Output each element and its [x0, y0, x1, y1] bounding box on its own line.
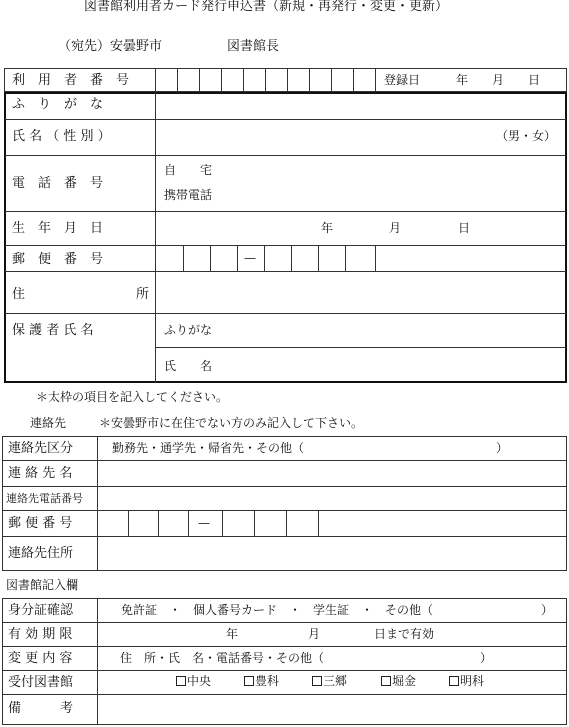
guardian-name-label: 氏 名	[164, 359, 213, 373]
address-label-start: 住	[12, 287, 26, 302]
guardian-label: 保 護 者 氏 名	[12, 323, 94, 338]
contact-category-options[interactable]: 勤務先・通学先・帰省先・その他（ ）	[112, 441, 509, 455]
addressee-prefix: （宛先）安曇野市	[58, 39, 163, 54]
checkbox-icon[interactable]	[381, 676, 391, 686]
checkbox-icon[interactable]	[312, 676, 322, 686]
furigana-field[interactable]	[156, 93, 566, 119]
contact-address-field[interactable]	[98, 537, 566, 571]
library-option-chuo[interactable]: 中央	[176, 675, 211, 687]
library-use-heading: 図書館記入欄	[6, 578, 79, 592]
nonresident-note: ＊安曇野市に在住でない方のみ記入して下さい。	[99, 416, 364, 430]
postal-code-digits[interactable]	[156, 246, 376, 271]
home-phone-field[interactable]	[220, 158, 566, 182]
library-option-akashina[interactable]: 明科	[449, 675, 484, 687]
name-label: 氏 名 （ 性 別 ）	[12, 129, 111, 144]
expiry-until-text: 日まで有効	[374, 627, 435, 641]
change-options[interactable]: 住 所・氏 名・電話番号・その他（ ）	[120, 651, 493, 665]
phone-label: 電 話 番 号	[12, 176, 104, 191]
contact-postal-dash: —	[198, 516, 210, 530]
mobile-phone-label: 携帯電話	[164, 188, 213, 202]
contact-heading: 連絡先	[30, 416, 67, 430]
checkbox-icon[interactable]	[449, 676, 459, 686]
receiving-library-label: 受付図書館	[8, 675, 74, 690]
guardian-furigana-label: ふりがな	[164, 323, 213, 337]
remarks-label: 備 考	[8, 701, 74, 716]
birth-date-label: 生 年 月 日	[12, 221, 104, 236]
furigana-label: ふ り が な	[12, 97, 104, 112]
expiry-year-unit: 年	[226, 627, 239, 641]
expiry-month-unit: 月	[308, 627, 321, 641]
home-phone-label: 自 宅	[164, 163, 213, 177]
birth-date-field[interactable]	[156, 212, 566, 245]
postal-dash: —	[244, 251, 256, 265]
expiry-label: 有 効 期 限	[8, 627, 73, 642]
address-field[interactable]	[156, 272, 566, 313]
contact-address-label: 連絡先住所	[8, 546, 74, 561]
contact-phone-field[interactable]	[98, 487, 566, 510]
library-option-horigane[interactable]: 堀金	[381, 675, 416, 687]
required-note: ＊太枠の項目を記入してください。	[36, 390, 229, 404]
form-title: 図書館利用者カード発行申込書（新規・再発行・変更・更新）	[84, 0, 449, 14]
mobile-phone-field[interactable]	[220, 184, 566, 208]
contact-postal-label: 郵 便 番 号	[8, 516, 73, 531]
contact-phone-label: 連絡先電話番号	[6, 492, 83, 505]
checkbox-icon[interactable]	[244, 676, 254, 686]
birth-year-unit: 年	[321, 221, 334, 235]
postal-code-label: 郵 便 番 号	[12, 252, 104, 267]
birth-month-unit: 月	[389, 221, 402, 235]
contact-name-label: 連 絡 先 名	[8, 466, 73, 481]
library-option-toyoshina[interactable]: 豊科	[244, 675, 279, 687]
change-label: 変 更 内 容	[8, 651, 73, 666]
addressee-suffix: 図書館長	[227, 39, 280, 54]
registration-date: 登録日 年 月 日	[384, 73, 541, 87]
user-number-digits[interactable]	[155, 68, 376, 92]
birth-day-unit: 日	[458, 221, 471, 235]
gender-options[interactable]: （男・女）	[496, 129, 557, 143]
checkbox-icon[interactable]	[176, 676, 186, 686]
contact-category-label: 連絡先区分	[8, 441, 74, 456]
remarks-field[interactable]	[98, 695, 566, 724]
contact-name-field[interactable]	[98, 461, 566, 486]
user-number-label: 利 用 者 番 号	[12, 73, 130, 88]
address-label-end: 所	[136, 287, 150, 302]
library-option-misato[interactable]: 三郷	[312, 675, 347, 687]
guardian-name-field[interactable]	[220, 348, 566, 382]
id-check-label: 身分証確認	[8, 603, 74, 618]
guardian-furigana-field[interactable]	[220, 314, 566, 347]
id-check-options[interactable]: 免許証 ・ 個人番号カード ・ 学生証 ・ その他（ ）	[121, 603, 554, 617]
